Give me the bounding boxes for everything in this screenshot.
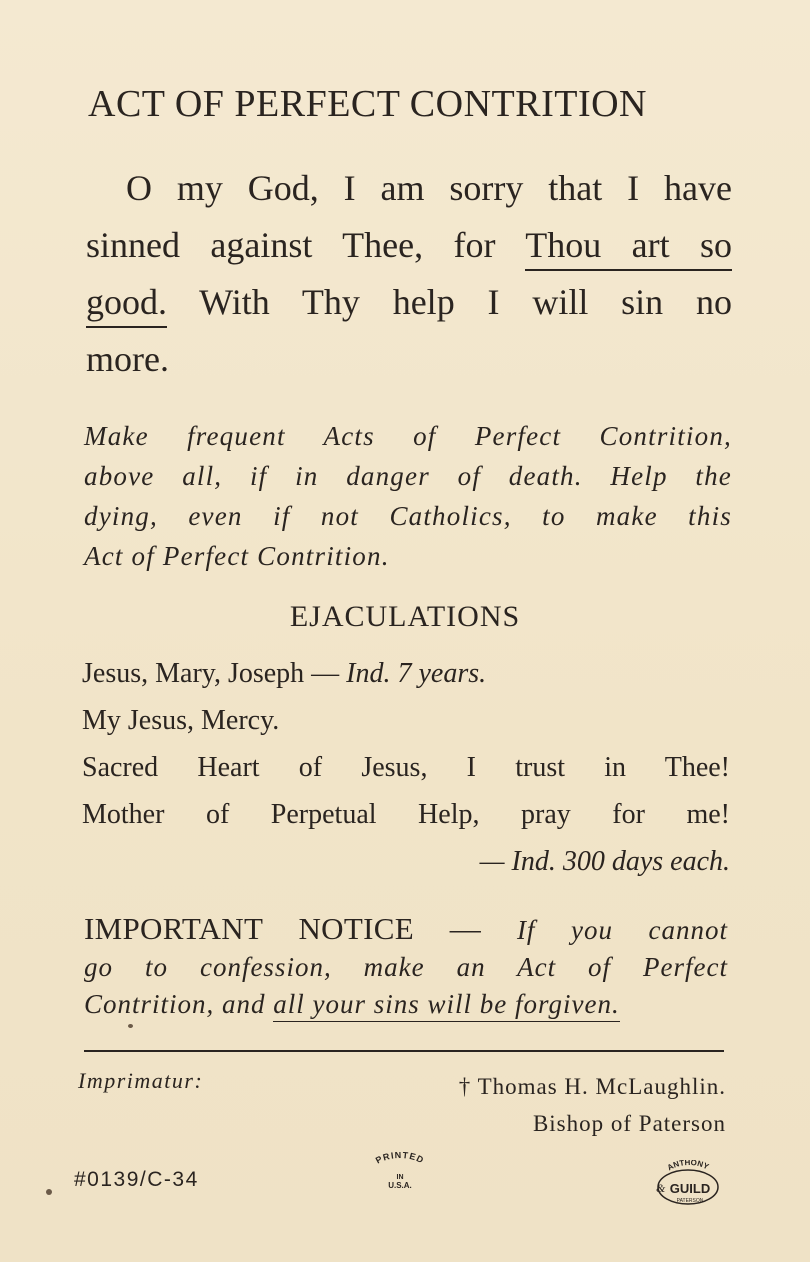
prayer-line-1: O my God, I am sorry that I have <box>126 168 732 208</box>
ejaculation-item-4: Mother of Perpetual Help, pray for me! <box>82 799 730 830</box>
anthony-guild-logo <box>648 1160 728 1210</box>
prayer-line-2 <box>86 217 732 274</box>
notice-line-3-start: Contrition, and <box>84 989 274 1019</box>
notice-heading: IMPORTANT NOTICE — <box>84 911 517 946</box>
indulgence-note: — Ind. 300 days each. <box>479 846 730 877</box>
notice-line-1 <box>84 910 728 949</box>
ejaculation-item-1-indulgence: Ind. 7 years. <box>346 658 487 689</box>
notice-line-2: go to confession, make an Act of Perfect <box>84 952 728 982</box>
ejaculations-heading: EJACULATIONS <box>289 600 521 633</box>
catalog-code: #0139/C-34 <box>74 1168 199 1191</box>
prayer-text <box>86 160 732 388</box>
usa-word: U.S.A. <box>388 1181 412 1190</box>
notice-line-3 <box>84 986 728 1023</box>
ejaculation-item-1 <box>82 650 730 697</box>
ink-speck <box>46 1189 52 1195</box>
in-word: IN <box>396 1174 404 1181</box>
prayer-line-2-underlined: Thou art so <box>525 225 732 271</box>
notice-line-3-underlined: all your sins will be forgiven. <box>273 989 619 1022</box>
imprimatur-label: Imprimatur: <box>78 1068 204 1093</box>
prayer-line-3-rest: With Thy help I will sin no <box>167 282 732 322</box>
logo-center-text: GUILD <box>669 1181 711 1196</box>
instruction-line-3: dying, even if not Catholics, to make this <box>84 501 732 531</box>
svg-text:PRINTED <box>374 1152 426 1166</box>
card-title: ACT OF PERFECT CONTRITION <box>88 83 647 125</box>
ejaculation-item-1-text: Jesus, Mary, Joseph — <box>82 658 347 689</box>
printed-word: PRINTED <box>373 1152 426 1166</box>
printed-in-usa-stamp <box>365 1152 435 1192</box>
prayer-line-2-start: sinned against Thee, for <box>86 225 526 265</box>
prayer-line-4: more. <box>86 339 169 379</box>
bishop-title: Bishop of Paterson <box>532 1111 726 1136</box>
logo-ampersand: & <box>656 1181 666 1195</box>
logo-bottom-text: PATERSON <box>676 1198 704 1204</box>
instruction-text <box>84 416 732 576</box>
instruction-line-4: Act of Perfect Contrition. <box>84 541 390 571</box>
ink-speck <box>128 1024 133 1028</box>
logo-top-text: ANTHONY <box>665 1160 711 1173</box>
ejaculation-item-3: Sacred Heart of Jesus, I trust in Thee! <box>82 752 730 783</box>
important-notice <box>84 910 728 1023</box>
prayer-line-3 <box>86 274 732 331</box>
ejaculations-list <box>82 650 730 885</box>
bishop-signature <box>346 1068 726 1142</box>
prayer-line-3-underlined: good. <box>86 282 167 328</box>
ejaculation-item-2: My Jesus, Mercy. <box>82 705 280 736</box>
divider-rule <box>84 1050 724 1052</box>
bishop-name: † Thomas H. McLaughlin. <box>458 1074 726 1099</box>
instruction-line-1: Make frequent Acts of Perfect Contrition, <box>84 421 732 451</box>
instruction-line-2: above all, if in danger of death. Help the <box>84 461 732 491</box>
notice-line-1-rest: If you cannot <box>516 915 728 945</box>
